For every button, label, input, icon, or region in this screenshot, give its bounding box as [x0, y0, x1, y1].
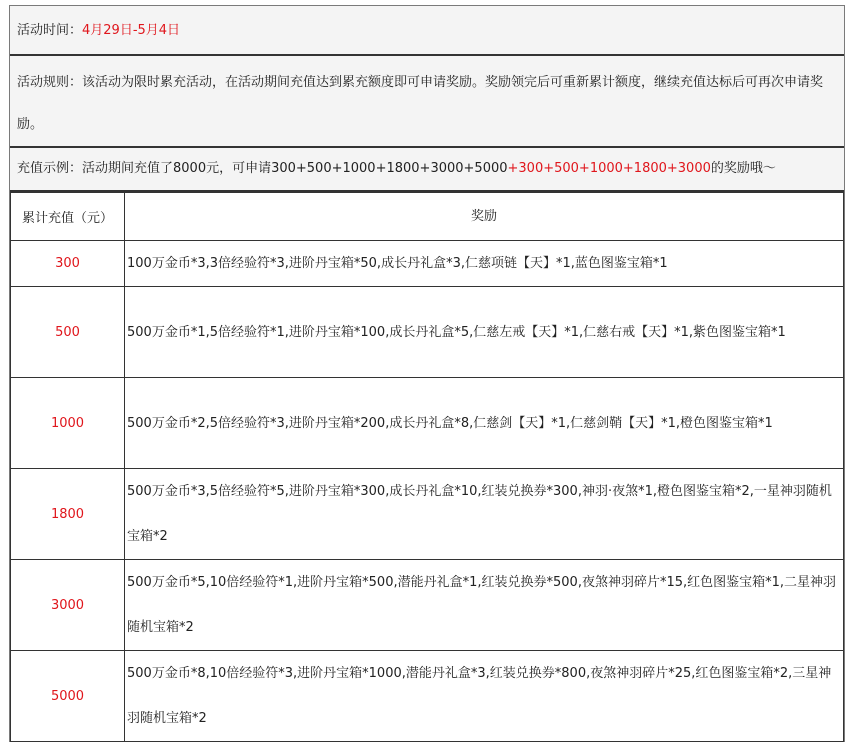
row-amount: 300: [11, 241, 125, 287]
row-reward: 500万金币*8,10倍经验符*3,进阶丹宝箱*1000,潜能丹礼盒*3,红装兑换券*800,夜煞神羽碎片*25,红色图鉴宝箱*2,三星神羽随机宝箱*2: [125, 651, 844, 742]
row-reward: 500万金币*3,5倍经验符*5,进阶丹宝箱*300,成长丹礼盒*10,红装兑换券*300,神羽·夜煞*1,橙色图鉴宝箱*2,一星神羽随机宝箱*2: [125, 469, 844, 560]
reward-table: [10, 192, 844, 742]
table-row: [11, 560, 844, 651]
header-amount: 累计充值（元）: [11, 193, 125, 241]
table-row: [11, 378, 844, 469]
row-reward: 500万金币*1,5倍经验符*1,进阶丹宝箱*100,成长丹礼盒*5,仁慈左戒【天】*1,仁慈右戒【天】*1,紫色图鉴宝箱*1: [125, 287, 844, 378]
table-row: [11, 469, 844, 560]
example-prefix: 充值示例：活动期间充值了8000元，可申请300+500+1000+1800+3000+5000: [17, 161, 508, 176]
row-amount: 500: [11, 287, 125, 378]
table-row: [11, 651, 844, 742]
event-time-row: [10, 6, 844, 56]
row-reward: 100万金币*3,3倍经验符*3,进阶丹宝箱*50,成长丹礼盒*3,仁慈项链【天】*1,蓝色图鉴宝箱*1: [125, 241, 844, 287]
event-rules-text: 活动规则：该活动为限时累充活动，在活动期间充值达到累充额度即可申请奖励。奖励领完后可重新累计额度，继续充值达标后可再次申请奖励。: [17, 75, 824, 132]
row-reward: 500万金币*2,5倍经验符*3,进阶丹宝箱*200,成长丹礼盒*8,仁慈剑【天】*1,仁慈剑鞘【天】*1,橙色图鉴宝箱*1: [125, 378, 844, 469]
event-panel: [9, 5, 845, 742]
row-amount: 3000: [11, 560, 125, 651]
row-amount: 1800: [11, 469, 125, 560]
table-row: [11, 241, 844, 287]
table-row: [11, 287, 844, 378]
row-amount: 1000: [11, 378, 125, 469]
example-suffix: 的奖励哦～: [710, 161, 776, 176]
row-reward: 500万金币*5,10倍经验符*1,进阶丹宝箱*500,潜能丹礼盒*1,红装兑换券*500,夜煞神羽碎片*15,红色图鉴宝箱*1,二星神羽随机宝箱*2: [125, 560, 844, 651]
row-amount: 5000: [11, 651, 125, 742]
header-reward: 奖励: [125, 193, 844, 241]
event-time-label: 活动时间：: [17, 23, 83, 38]
event-time-value: 4月29日-5月4日: [82, 23, 181, 38]
table-header-row: [11, 193, 844, 241]
event-rules-row: [10, 56, 844, 148]
example-highlight: +300+500+1000+1800+3000: [507, 161, 711, 176]
recharge-example-row: [10, 148, 844, 192]
